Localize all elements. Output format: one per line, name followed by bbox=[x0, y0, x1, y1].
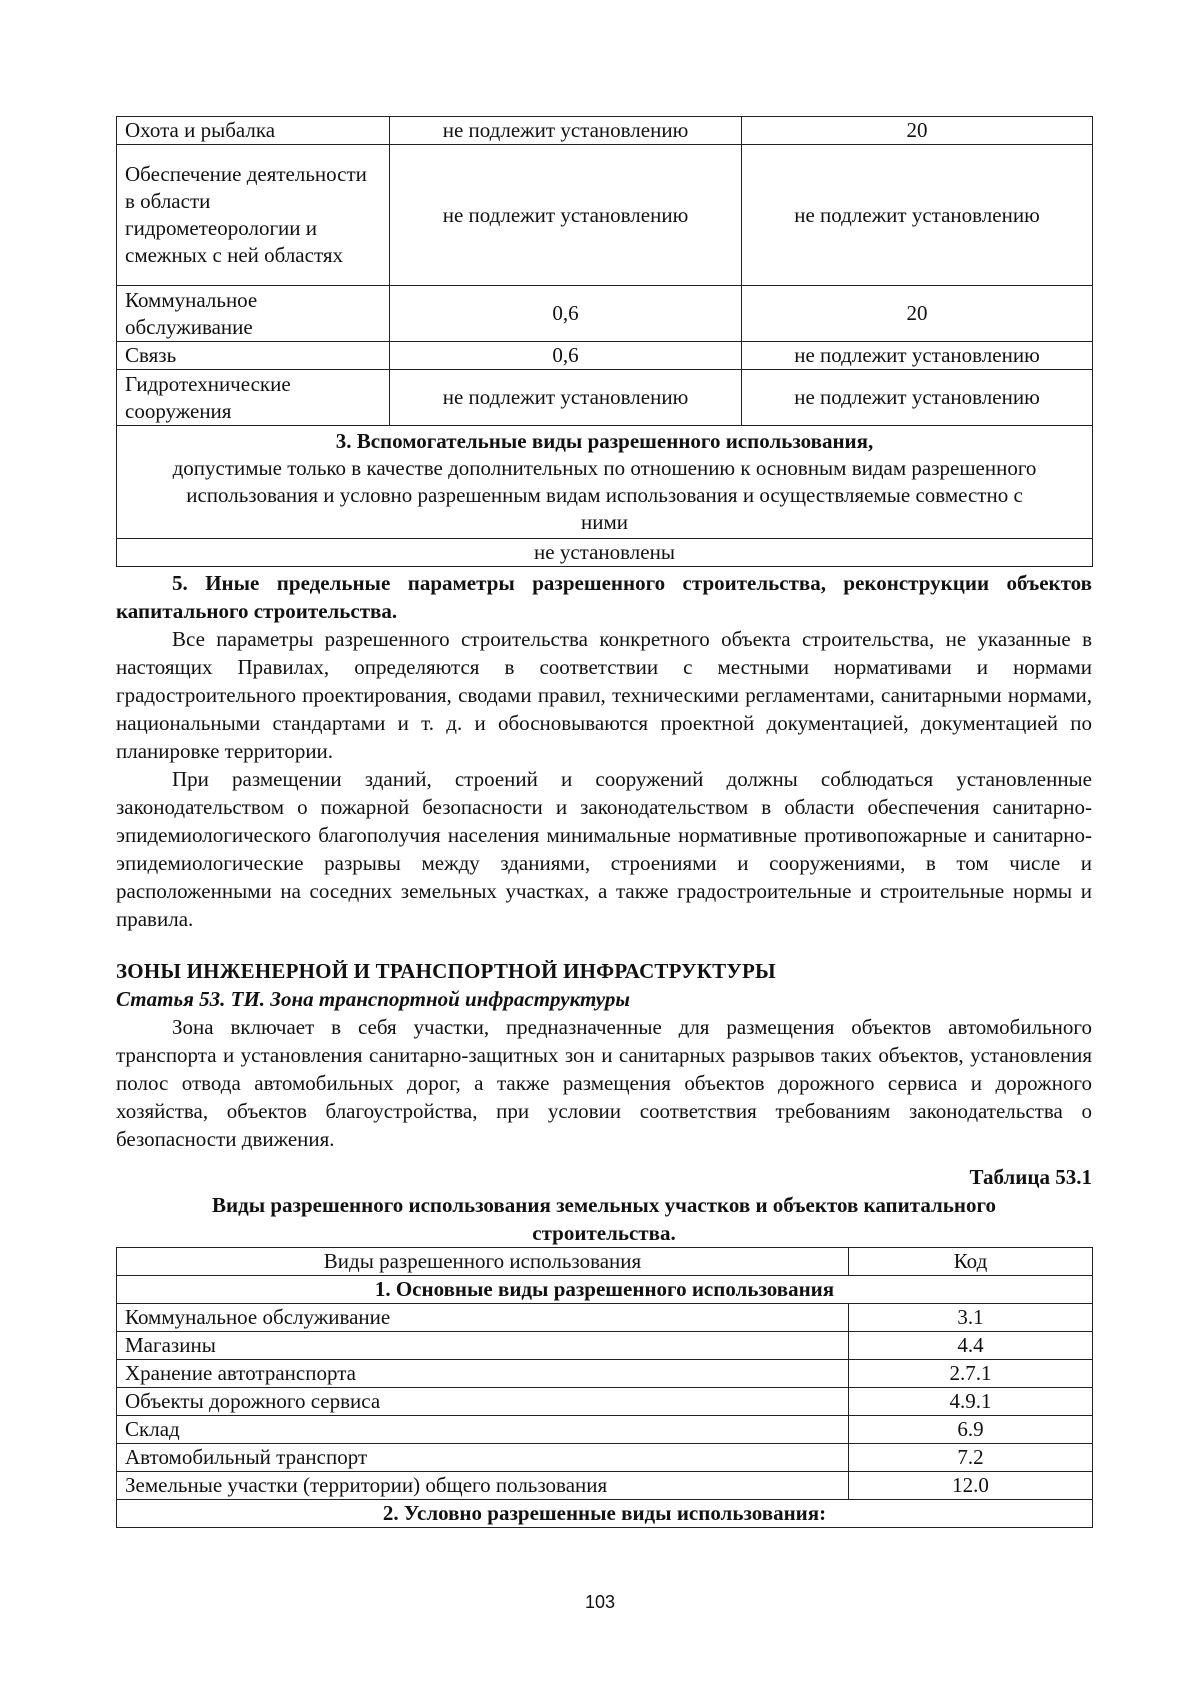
zones-heading: ЗОНЫ ИНЖЕНЕРНОЙ И ТРАНСПОРТНОЙ ИНФРАСТРУКТУРЫ bbox=[116, 959, 776, 983]
parameters-table bbox=[116, 116, 1093, 567]
table-row bbox=[117, 1388, 1093, 1416]
table-header-row bbox=[117, 1248, 1093, 1276]
section-3-title: 3. Вспомогательные виды разрешенного использования, bbox=[335, 429, 874, 453]
use-name: Магазины bbox=[117, 1332, 849, 1360]
table-row bbox=[117, 1444, 1093, 1472]
table-row bbox=[117, 1360, 1093, 1388]
row-value: не подлежит установлению bbox=[742, 145, 1093, 286]
table-row bbox=[117, 286, 1093, 342]
section-row bbox=[117, 1500, 1093, 1528]
table-row bbox=[117, 145, 1093, 286]
row-value: не подлежит установлению bbox=[742, 342, 1093, 370]
use-name: Склад bbox=[117, 1416, 849, 1444]
page-content bbox=[116, 116, 1092, 1528]
row-value: не подлежит установлению bbox=[390, 117, 742, 145]
use-code: 4.4 bbox=[849, 1332, 1093, 1360]
use-name: Коммунальное обслуживание bbox=[117, 1304, 849, 1332]
row-name: Обеспечение деятельности в области гидрометеорологии и смежных с ней областях bbox=[117, 145, 390, 286]
row-value: 0,6 bbox=[390, 286, 742, 342]
header-cell: Виды разрешенного использования bbox=[117, 1248, 849, 1276]
row-value: не подлежит установлению bbox=[390, 145, 742, 286]
article-title: Статья 53. ТИ. Зона транспортной инфраструктуры bbox=[116, 987, 630, 1011]
use-code: 12.0 bbox=[849, 1472, 1093, 1500]
row-value: 20 bbox=[742, 117, 1093, 145]
row-name: Связь bbox=[117, 342, 390, 370]
uses-table bbox=[116, 1247, 1093, 1528]
table-row bbox=[117, 1332, 1093, 1360]
row-value: 0,6 bbox=[390, 342, 742, 370]
section-row bbox=[117, 426, 1093, 539]
table-row bbox=[117, 117, 1093, 145]
use-code: 3.1 bbox=[849, 1304, 1093, 1332]
use-code: 2.7.1 bbox=[849, 1360, 1093, 1388]
table-label: Таблица 53.1 bbox=[969, 1165, 1092, 1189]
section-3-value: не установлены bbox=[117, 539, 1093, 567]
use-code: 7.2 bbox=[849, 1444, 1093, 1472]
section-2-title: 2. Условно разрешенные виды использования: bbox=[117, 1500, 1093, 1528]
section-1-title: 1. Основные виды разрешенного использования bbox=[117, 1276, 1093, 1304]
section-5-paragraph-1: Все параметры разрешенного строительства конкретного объекта строительства, не указанные в настоящих Правилах, определяются в соответствии с местными нормативами и нормами градостроительного проектирования, сводами правил, техническими регламентами, санитарными нормами, национальными стандартами и т. д. и обосновываются проектной документацией, документацией по планировке территории. bbox=[116, 627, 1092, 763]
section-row bbox=[117, 1276, 1093, 1304]
header-cell: Код bbox=[849, 1248, 1093, 1276]
use-code: 6.9 bbox=[849, 1416, 1093, 1444]
table-row bbox=[117, 1304, 1093, 1332]
section-5-title: 5. Иные предельные параметры разрешенного строительства, реконструкции объектов капитального строительства. bbox=[116, 571, 1092, 623]
row-value: не подлежит установлению bbox=[390, 370, 742, 426]
use-code: 4.9.1 bbox=[849, 1388, 1093, 1416]
use-name: Объекты дорожного сервиса bbox=[117, 1388, 849, 1416]
table-caption: Виды разрешенного использования земельных участков и объектов капитального строительства. bbox=[211, 1193, 997, 1245]
row-name: Гидротехнические сооружения bbox=[117, 370, 390, 426]
section-3-cell bbox=[117, 426, 1093, 539]
table-row bbox=[117, 1472, 1093, 1500]
zone-description: Зона включает в себя участки, предназначенные для размещения объектов автомобильного транспорта и установления санитарно-защитных зон и санитарных разрывов таких объектов, установления полос отвода автомобильных дорог, а также размещения объектов дорожного сервиса и дорожного хозяйства, объектов благоустройства, при условии соответствия требованиям законодательства о безопасности движения. bbox=[116, 1015, 1092, 1151]
row-name: Охота и рыбалка bbox=[117, 117, 390, 145]
page-number: 103 bbox=[584, 1592, 616, 1612]
section-3-text: допустимые только в качестве дополнительных по отношению к основным видам разрешенного использования и условно разрешенным видам использования и осуществляемые совместно с ними bbox=[172, 456, 1037, 534]
row-value: 20 bbox=[742, 286, 1093, 342]
use-name: Земельные участки (территории) общего пользования bbox=[117, 1472, 849, 1500]
use-name: Автомобильный транспорт bbox=[117, 1444, 849, 1472]
table-row bbox=[117, 370, 1093, 426]
section-value-row bbox=[117, 539, 1093, 567]
use-name: Хранение автотранспорта bbox=[117, 1360, 849, 1388]
table-row bbox=[117, 342, 1093, 370]
row-value: не подлежит установлению bbox=[742, 370, 1093, 426]
row-name: Коммунальное обслуживание bbox=[117, 286, 390, 342]
section-5-paragraph-2: При размещении зданий, строений и сооружений должны соблюдаться установленные законодательством о пожарной безопасности и законодательством в области обеспечения санитарно-эпидемиологического благополучия населения минимальные нормативные противопожарные и санитарно-эпидемиологические разрывы между зданиями, строениями и сооружениями, в том числе и расположенными на соседних земельных участках, а также градостроительные и строительные нормы и правила. bbox=[116, 767, 1092, 931]
table-row bbox=[117, 1416, 1093, 1444]
